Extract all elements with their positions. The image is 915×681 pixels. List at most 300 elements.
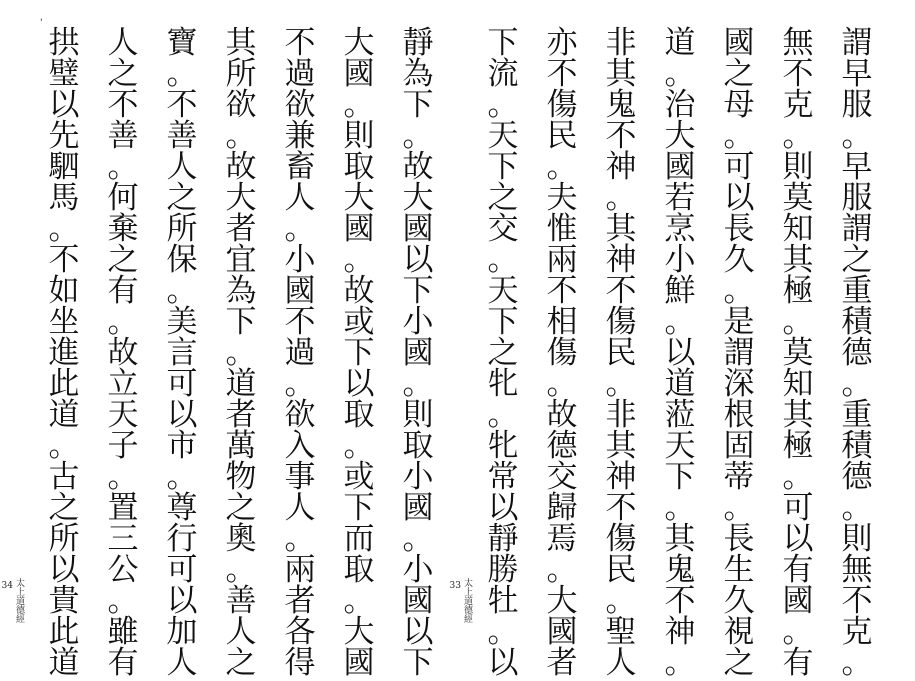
glyph: 其: [782, 397, 814, 433]
text-char: [721, 552, 779, 588]
glyph: 神: [664, 614, 696, 650]
glyph: 重: [841, 397, 873, 433]
glyph: 烹: [664, 211, 696, 247]
text-char: [721, 273, 779, 309]
glyph: 積: [841, 428, 873, 464]
text-char: [721, 242, 779, 278]
text-char: [485, 87, 543, 123]
text-char: [662, 180, 720, 216]
glyph: 此: [48, 366, 80, 402]
glyph: 牡: [487, 583, 519, 619]
text-char: [341, 459, 399, 495]
glyph: 國: [284, 273, 316, 309]
glyph: 璧: [48, 56, 80, 92]
text-char: [485, 56, 543, 92]
left_page-column: [341, 25, 399, 681]
glyph: 國: [402, 490, 434, 526]
glyph: 視: [723, 614, 755, 650]
glyph: 以: [487, 645, 519, 681]
text-char: [164, 521, 222, 557]
text-char: [223, 335, 281, 371]
glyph: 克: [782, 87, 814, 123]
text-char: [341, 428, 399, 464]
text-char: [839, 521, 897, 557]
glyph: 過: [284, 335, 316, 371]
glyph: 牝: [487, 366, 519, 402]
text-char: [603, 149, 661, 185]
text-char: [282, 87, 340, 123]
glyph: 有: [782, 552, 814, 588]
text-char: [223, 242, 281, 278]
text-char: [105, 521, 163, 557]
text-char: [839, 614, 897, 650]
text-char: [46, 211, 104, 247]
glyph: 。: [343, 583, 375, 619]
glyph: 故: [402, 149, 434, 185]
glyph: 積: [841, 304, 873, 340]
glyph: 。: [166, 56, 198, 92]
glyph: 鬼: [605, 87, 637, 123]
glyph: 。: [723, 118, 755, 154]
glyph: 。: [166, 273, 198, 309]
text-char: [223, 614, 281, 650]
glyph: 欲: [284, 87, 316, 123]
glyph: 。: [343, 428, 375, 464]
glyph: 以: [487, 490, 519, 526]
glyph: 大: [343, 614, 375, 650]
glyph: 神: [605, 242, 637, 278]
glyph: 靜: [402, 25, 434, 61]
glyph: 。: [487, 397, 519, 433]
text-char: [721, 397, 779, 433]
glyph: 勝: [487, 552, 519, 588]
text-char: [400, 521, 458, 557]
glyph: 其: [605, 56, 637, 92]
right_page-column: [839, 25, 897, 681]
glyph: 流: [487, 56, 519, 92]
text-char: [603, 552, 661, 588]
text-char: [223, 273, 281, 309]
glyph: 交: [546, 459, 578, 495]
text-char: [400, 87, 458, 123]
glyph: 進: [48, 335, 80, 371]
glyph: 大: [664, 118, 696, 154]
glyph: 早: [841, 56, 873, 92]
glyph: 貴: [48, 583, 80, 619]
glyph: 尊: [166, 490, 198, 526]
glyph: 行: [166, 521, 198, 557]
glyph: 大: [225, 180, 257, 216]
text-char: [721, 428, 779, 464]
text-char: [839, 242, 897, 278]
glyph: 畜: [284, 149, 316, 185]
glyph: 民: [605, 552, 637, 588]
text-char: [603, 521, 661, 557]
glyph: 之: [166, 180, 198, 216]
glyph: 神: [605, 459, 637, 495]
text-char: [282, 56, 340, 92]
text-char: [603, 490, 661, 526]
text-char: [839, 459, 897, 495]
text-char: [341, 366, 399, 402]
text-char: [603, 211, 661, 247]
text-char: [46, 397, 104, 433]
glyph: 物: [225, 459, 257, 495]
text-char: [485, 397, 543, 433]
text-char: [544, 521, 602, 557]
text-char: [839, 583, 897, 619]
glyph: 故: [343, 273, 375, 309]
glyph: 道: [48, 645, 80, 681]
glyph: 不: [605, 118, 637, 154]
glyph: 。: [605, 180, 637, 216]
text-char: [105, 614, 163, 650]
glyph: 其: [782, 242, 814, 278]
glyph: 故: [546, 397, 578, 433]
text-char: [282, 552, 340, 588]
text-char: [46, 366, 104, 402]
text-char: [282, 583, 340, 619]
glyph: 長: [723, 521, 755, 557]
text-char: [400, 397, 458, 433]
text-char: [780, 645, 838, 681]
text-char: [223, 490, 281, 526]
glyph: 所: [166, 211, 198, 247]
glyph: 。: [225, 552, 257, 588]
glyph: 。: [225, 335, 257, 371]
glyph: 得: [284, 645, 316, 681]
glyph: 以: [782, 521, 814, 557]
text-char: [662, 645, 720, 681]
text-char: [46, 56, 104, 92]
text-char: [721, 118, 779, 154]
text-char: [341, 56, 399, 92]
right_page-column: [544, 25, 602, 681]
glyph: 莫: [782, 180, 814, 216]
glyph: 母: [723, 87, 755, 123]
text-char: [341, 583, 399, 619]
glyph: 鮮: [664, 273, 696, 309]
text-char: [780, 118, 838, 154]
text-char: [662, 521, 720, 557]
right_page-column: [485, 25, 543, 681]
text-char: [603, 56, 661, 92]
glyph: 深: [723, 366, 755, 402]
text-char: [282, 242, 340, 278]
glyph: 取: [343, 397, 375, 433]
glyph: 。: [343, 242, 375, 278]
text-char: [164, 614, 222, 650]
text-char: [839, 335, 897, 371]
glyph: 古: [48, 459, 80, 495]
text-char: [485, 490, 543, 526]
glyph: 下: [225, 304, 257, 340]
glyph: 固: [723, 428, 755, 464]
right-page-folio: [449, 578, 473, 623]
glyph: 三: [107, 521, 139, 557]
glyph: 之: [487, 335, 519, 371]
right_page-column: [662, 25, 720, 681]
glyph: 蒂: [723, 459, 755, 495]
glyph: 寶: [166, 25, 198, 61]
glyph: 人: [166, 645, 198, 681]
text-char: [164, 87, 222, 123]
text-char: [721, 645, 779, 681]
text-char: [485, 583, 543, 619]
glyph: 。: [723, 490, 755, 526]
text-char: [721, 304, 779, 340]
text-char: [282, 25, 340, 61]
text-char: [721, 521, 779, 557]
text-char: [662, 552, 720, 588]
text-char: [223, 304, 281, 340]
text-char: [223, 87, 281, 123]
text-char: [839, 25, 897, 61]
right-folio-title: 太上道德經: [462, 578, 472, 623]
text-char: [341, 552, 399, 588]
text-char: [223, 459, 281, 495]
glyph: 何: [107, 180, 139, 216]
glyph: 不: [841, 583, 873, 619]
glyph: 取: [402, 428, 434, 464]
glyph: 。: [48, 211, 80, 247]
text-char: [400, 180, 458, 216]
text-char: [105, 25, 163, 61]
text-char: [662, 397, 720, 433]
text-char: [46, 521, 104, 557]
text-char: [46, 459, 104, 495]
text-char: [105, 552, 163, 588]
text-char: [662, 428, 720, 464]
glyph: 不: [48, 242, 80, 278]
text-char: [105, 273, 163, 309]
glyph: 。: [841, 490, 873, 526]
text-char: [46, 180, 104, 216]
glyph: 國: [343, 211, 375, 247]
text-char: [780, 552, 838, 588]
text-char: [485, 428, 543, 464]
glyph: 國: [343, 56, 375, 92]
glyph: 棄: [107, 211, 139, 247]
text-char: [164, 552, 222, 588]
text-char: [780, 87, 838, 123]
text-char: [839, 56, 897, 92]
text-char: [780, 366, 838, 402]
text-char: [341, 397, 399, 433]
text-char: [780, 583, 838, 619]
glyph: 。: [487, 614, 519, 650]
glyph: 焉: [546, 521, 578, 557]
text-char: [544, 304, 602, 340]
text-char: [46, 87, 104, 123]
text-char: [780, 521, 838, 557]
text-char: [839, 180, 897, 216]
glyph: 國: [402, 335, 434, 371]
text-char: [105, 366, 163, 402]
glyph: 夫: [546, 180, 578, 216]
glyph: 人: [605, 645, 637, 681]
right_page-column: [603, 25, 661, 681]
text-char: [341, 521, 399, 557]
glyph: 天: [487, 118, 519, 154]
text-char: [603, 180, 661, 216]
text-char: [282, 521, 340, 557]
text-char: [164, 149, 222, 185]
text-char: [223, 25, 281, 61]
glyph: 所: [225, 56, 257, 92]
glyph: 。: [546, 149, 578, 185]
glyph: 是: [723, 304, 755, 340]
glyph: 過: [284, 56, 316, 92]
text-char: [223, 521, 281, 557]
text-char: [780, 56, 838, 92]
glyph: 。: [605, 583, 637, 619]
glyph: 或: [343, 459, 375, 495]
text-char: [164, 118, 222, 154]
text-char: [780, 614, 838, 650]
text-char: [780, 149, 838, 185]
text-char: [341, 242, 399, 278]
text-char: [662, 242, 720, 278]
glyph: 聖: [605, 614, 637, 650]
text-char: [282, 614, 340, 650]
text-char: [544, 397, 602, 433]
glyph: 者: [284, 583, 316, 619]
glyph: 重: [841, 273, 873, 309]
text-char: [164, 273, 222, 309]
glyph: 歸: [546, 490, 578, 526]
glyph: 天: [487, 273, 519, 309]
glyph: 無: [841, 552, 873, 588]
text-char: [603, 366, 661, 402]
text-char: [721, 366, 779, 402]
glyph: 置: [107, 490, 139, 526]
text-char: [282, 366, 340, 402]
text-char: [603, 25, 661, 61]
glyph: 言: [166, 335, 198, 371]
glyph: 則: [402, 397, 434, 433]
text-char: [544, 242, 602, 278]
text-char: [839, 366, 897, 402]
glyph: 。: [225, 118, 257, 154]
text-char: [662, 304, 720, 340]
text-char: [164, 304, 222, 340]
glyph: 道: [664, 25, 696, 61]
text-char: [400, 304, 458, 340]
glyph: 萬: [225, 428, 257, 464]
text-char: [603, 304, 661, 340]
glyph: 。: [107, 459, 139, 495]
text-char: [282, 304, 340, 340]
text-char: [721, 490, 779, 526]
text-char: [662, 490, 720, 526]
glyph: 下: [402, 87, 434, 123]
glyph: 者: [546, 645, 578, 681]
text-char: [105, 242, 163, 278]
glyph: 保: [166, 242, 198, 278]
text-char: [341, 149, 399, 185]
glyph: 人: [107, 25, 139, 61]
glyph: 下: [402, 645, 434, 681]
glyph: 不: [546, 273, 578, 309]
text-char: [223, 397, 281, 433]
text-char: [400, 273, 458, 309]
glyph: 。: [841, 118, 873, 154]
text-char: [105, 211, 163, 247]
glyph: 。: [782, 459, 814, 495]
text-char: [485, 273, 543, 309]
glyph: 加: [166, 614, 198, 650]
text-char: [105, 87, 163, 123]
text-char: [164, 180, 222, 216]
glyph: 。: [402, 521, 434, 557]
text-char: [839, 490, 897, 526]
glyph: 。: [402, 366, 434, 402]
glyph: 則: [343, 118, 375, 154]
text-char: [662, 211, 720, 247]
glyph: 天: [107, 397, 139, 433]
glyph: 德: [841, 459, 873, 495]
text-char: [46, 273, 104, 309]
glyph: 交: [487, 211, 519, 247]
glyph: 小: [402, 552, 434, 588]
text-char: [164, 583, 222, 619]
glyph: 以: [48, 87, 80, 123]
text-char: [839, 211, 897, 247]
glyph: 大: [343, 180, 375, 216]
glyph: 道: [664, 366, 696, 402]
glyph: 靜: [487, 521, 519, 557]
text-char: [721, 87, 779, 123]
glyph: 兼: [284, 118, 316, 154]
glyph: 謂: [841, 211, 873, 247]
text-char: [721, 614, 779, 650]
text-char: [485, 552, 543, 588]
text-char: [105, 335, 163, 371]
glyph: 拱: [48, 25, 80, 61]
text-char: [544, 552, 602, 588]
glyph: 大: [343, 25, 375, 61]
text-char: [721, 335, 779, 371]
text-char: [164, 645, 222, 681]
left_page-column: [164, 25, 222, 681]
text-char: [282, 149, 340, 185]
glyph: 欲: [284, 397, 316, 433]
text-char: [603, 335, 661, 371]
glyph: 不: [166, 87, 198, 123]
glyph: 下: [664, 459, 696, 495]
text-char: [544, 149, 602, 185]
glyph: 。: [487, 87, 519, 123]
glyph: 下: [487, 25, 519, 61]
left_page-column: [105, 25, 163, 681]
text-char: [780, 335, 838, 371]
text-char: [400, 335, 458, 371]
glyph: 先: [48, 118, 80, 154]
glyph: 。: [166, 459, 198, 495]
glyph: 莫: [782, 335, 814, 371]
text-char: [485, 118, 543, 154]
glyph: 小: [284, 242, 316, 278]
text-char: [223, 56, 281, 92]
glyph: 下: [402, 273, 434, 309]
text-char: [839, 645, 897, 681]
glyph: 不: [782, 56, 814, 92]
text-char: [839, 149, 897, 185]
text-char: [544, 56, 602, 92]
text-char: [544, 335, 602, 371]
glyph: 謂: [841, 25, 873, 61]
